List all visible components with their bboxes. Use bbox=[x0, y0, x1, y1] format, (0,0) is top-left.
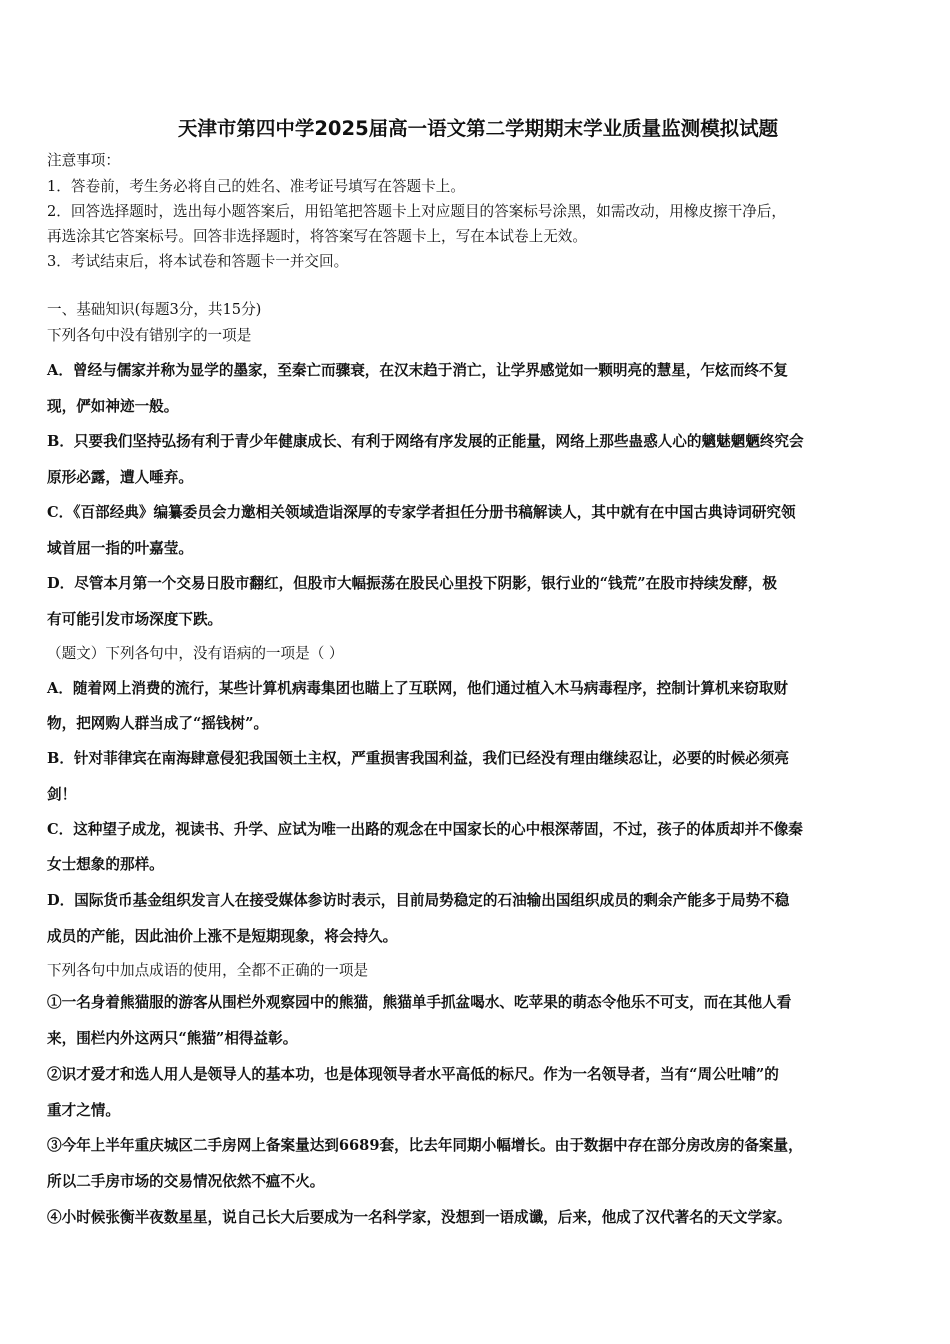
exam-title: 天津市第四中学2025届高一语文第二学期期末学业质量监测模拟试题 bbox=[177, 117, 779, 140]
q1-option-d-line-1: D．尽管本月第一个交易日股市翻红，但股市大幅振荡在股民心里投下阴影，银行业的“钱荒”在股市持续发酵，极 bbox=[47, 575, 777, 592]
notice-item-3: 3．考试结束后，将本试卷和答题卡一并交回。 bbox=[47, 253, 349, 270]
notice-item-2-line-2: 再选涂其它答案标号。回答非选择题时，将答案写在答题卡上，写在本试卷上无效。 bbox=[47, 228, 587, 245]
q3-sentence-3-line-1: ③今年上半年重庆城区二手房网上备案量达到6689套，比去年同期小幅增长。由于数据中存在部分房改房的备案量， bbox=[47, 1137, 803, 1154]
q2-option-a-line-2: 物，把网购人群当成了“摇钱树”。 bbox=[47, 715, 269, 732]
q3-sentence-4-line-1: ④小时候张衡半夜数星星，说自己长大后要成为一名科学家，没想到一语成谶，后来，他成了汉代著名的天文学家。 bbox=[47, 1209, 792, 1226]
q2-option-d-line-1: D．国际货币基金组织发言人在接受媒体参访时表示，目前局势稳定的石油输出国组织成员的剩余产能多于局势不稳 bbox=[47, 892, 790, 909]
notice-item-1: 1．答卷前，考生务必将自己的姓名、准考证号填写在答题卡上。 bbox=[47, 178, 465, 195]
q1-option-a-line-2: 现，俨如神迹一般。 bbox=[47, 398, 179, 415]
q1-stem: 下列各句中没有错别字的一项是 bbox=[47, 327, 252, 344]
q2-option-b-line-2: 剑！ bbox=[47, 786, 77, 803]
q1-option-c-line-1: C．《百部经典》编纂委员会力邀相关领域造诣深厚的专家学者担任分册书稿解读人，其中就有在中国古典诗词研究领 bbox=[47, 504, 796, 521]
section-1-heading: 一、基础知识(每题3分，共15分) bbox=[47, 301, 262, 318]
q2-option-a-line-1: A．随着网上消费的流行，某些计算机病毒集团也瞄上了互联网，他们通过植入木马病毒程序，控制计算机来窃取财 bbox=[47, 680, 789, 697]
q1-option-b-line-1: B．只要我们坚持弘扬有利于青少年健康成长、有利于网络有序发展的正能量，网络上那些蛊惑人心的魑魅魍魉终究会 bbox=[47, 433, 804, 450]
q1-option-d-line-2: 有可能引发市场深度下跌。 bbox=[47, 611, 223, 628]
q2-stem: （题文）下列各句中，没有语病的一项是（ ） bbox=[47, 645, 344, 662]
q2-option-c-line-2: 女士想象的那样。 bbox=[47, 856, 164, 873]
q3-stem: 下列各句中加点成语的使用，全都不正确的一项是 bbox=[47, 962, 369, 979]
q1-option-b-line-2: 原形必露，遭人唾弃。 bbox=[47, 469, 193, 486]
notice-heading: 注意事项： bbox=[47, 152, 120, 169]
q2-option-c-line-1: C．这种望子成龙，视读书、升学、应试为唯一出路的观念在中国家长的心中根深蒂固，不过，孩子的体质却并不像秦 bbox=[47, 821, 803, 838]
q3-sentence-1-line-2: 来，围栏内外这两只“熊猫”相得益彰。 bbox=[47, 1030, 298, 1047]
notice-item-2-line-1: 2．回答选择题时，选出每小题答案后，用铅笔把答题卡上对应题目的答案标号涂黑，如需改动，用橡皮擦干净后， bbox=[47, 203, 786, 220]
q1-option-c-line-2: 域首屈一指的叶嘉莹。 bbox=[47, 540, 193, 557]
q2-option-b-line-1: B．针对菲律宾在南海肆意侵犯我国领土主权，严重损害我国利益，我们已经没有理由继续忍让，必要的时候必须亮 bbox=[47, 750, 790, 767]
q3-sentence-1-line-1: ①一名身着熊猫服的游客从围栏外观察园中的熊猫，熊猫单手抓盆喝水、吃苹果的萌态令他乐不可支，而在其他人看 bbox=[47, 994, 792, 1011]
q3-sentence-3-line-2: 所以二手房市场的交易情况依然不瘟不火。 bbox=[47, 1173, 325, 1190]
q2-option-d-line-2: 成员的产能，因此油价上涨不是短期现象，将会持久。 bbox=[47, 928, 398, 945]
q3-sentence-2-line-1: ②识才爱才和选人用人是领导人的基本功，也是体现领导者水平高低的标尺。作为一名领导者，当有“周公吐哺”的 bbox=[47, 1066, 779, 1083]
q3-sentence-2-line-2: 重才之情。 bbox=[47, 1102, 120, 1119]
q1-option-a-line-1: A．曾经与儒家并称为显学的墨家，至秦亡而骤衰，在汉末趋于消亡，让学界感觉如一颗明亮的慧星，乍炫而终不复 bbox=[47, 362, 789, 379]
